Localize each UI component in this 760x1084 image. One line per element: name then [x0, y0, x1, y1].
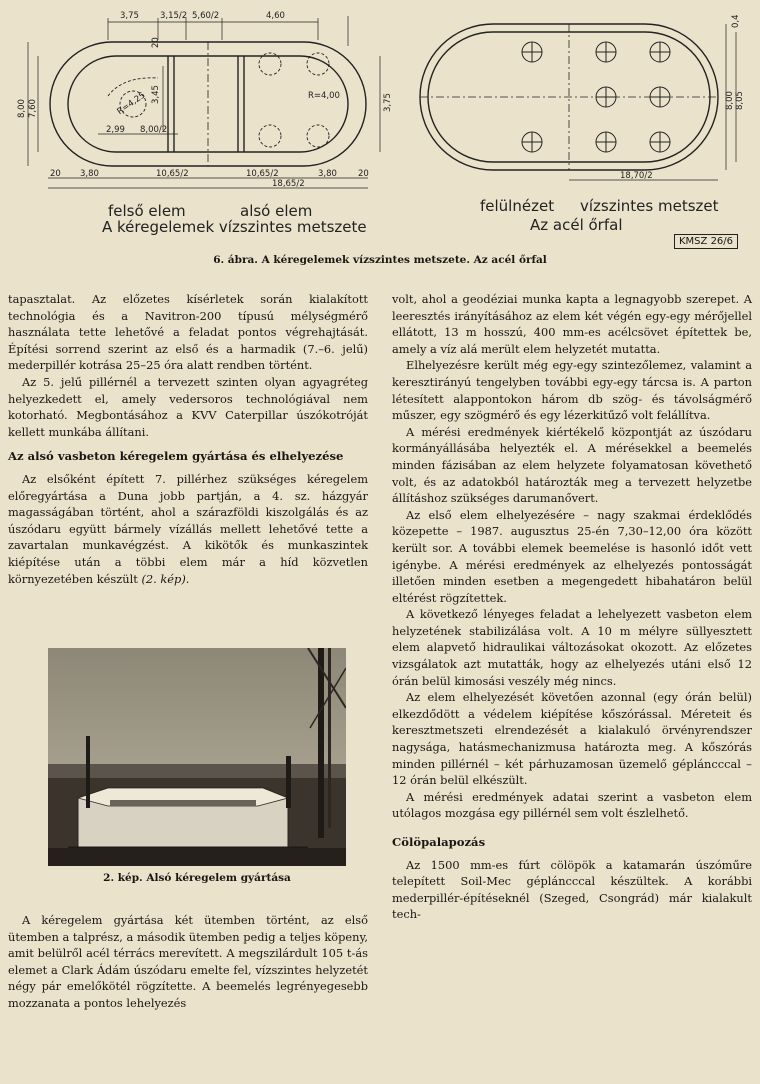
photo-caption: 2. kép. Alsó kéregelem gyártása	[103, 872, 291, 884]
right-paragraph-3: A mérési eredmények kiértékelő központját az úszódaru kormányállásába helyezték el. A mérésekkel a beemelés minden fázisában az elem helyzete folyamatosan követhető volt, és az adatokból határozták meg a tervezett helyzetbe állításhoz szükséges darumanővert.	[392, 424, 752, 506]
left-column	[8, 291, 368, 587]
dim-right-side-b: 8,05	[735, 91, 745, 110]
right-column	[392, 291, 752, 923]
dim-radius-1: R=4,25	[115, 90, 148, 118]
dim-top-3: 5,60/2	[192, 11, 220, 21]
right-paragraph-5: A következő lényeges feladat a lehelyezett vasbeton elem helyzetének stabilizálása volt. A 10 m mélyre süllyesztett elem alapvető hidraulikai változásokat okozott. Az előzetes vizsgálatok azt mutatták, hogy az elhelyezés utáni első 12 órán belül kimosási veszély még nincs.	[392, 607, 752, 688]
dim-mid: 3,45	[151, 85, 161, 104]
section-heading-2: Cölöpalapozás	[392, 835, 486, 849]
label-upper-element: felső elem	[108, 202, 186, 218]
label-top-view: felülnézet	[480, 197, 555, 215]
photo-reference: (2. kép).	[141, 571, 190, 586]
dim-total: 18,65/2	[272, 179, 305, 189]
label-lower-element: alsó elem	[240, 202, 313, 218]
photo-2	[48, 648, 346, 866]
right-paragraph-1: volt, ahol a geodéziai munka kapta a legnagyobb szerepet. A leeresztés irányításához az elem két végén egy-egy mérőjellel ellátott, 13 m hosszú, 400 mm-es acélcsövet építettek be, amely a víz alá merült elem helyzetét mutatta.	[392, 292, 752, 356]
label-right-title: Az acél őrfal	[530, 216, 623, 234]
figure-stamp: KMSZ 26/6	[674, 234, 738, 249]
dim-left-a: 8,00	[17, 99, 27, 118]
right-paragraph-8: Az 1500 mm-es fúrt cölöpök a katamarán úszóműre telepített Soil-Mec gépláncccal készültek. A korábbi mederpillér-építéseknél (Szeged, Csongrád) már kialakult tech-	[392, 857, 752, 922]
figure-caption: 6. ábra. A kéregelemek vízszintes metszete. Az acél őrfal	[213, 254, 547, 266]
dim-bottom-1: 20	[50, 169, 61, 179]
left-column-bottom	[8, 912, 368, 1012]
label-horizontal-section: vízszintes metszet	[580, 197, 719, 215]
dim-bottom-6: 20	[358, 169, 369, 179]
dim-bottom-3: 10,65/2	[156, 169, 189, 179]
right-paragraph-6: Az elem elhelyezését követően azonnal (egy órán belül) elkezdődött a védelem kiépítése kőszórással. Méreteit és keresztmetszeti elrendezését a kialakuló örvényrendszer nagysága, hatásmechanizmusa határozta meg. A kőszórás minden pillérnél – két párhuzamosan üzemelő gépláncccal – 12 órán belül elkészült.	[392, 690, 752, 788]
dim-bottom-5: 3,80	[318, 169, 337, 179]
dim-299: 2,99	[106, 125, 125, 135]
right-paragraph-7: A mérési eredmények adatai szerint a vasbeton elem utólagos mozgása egy pillérnél sem volt észlelhető.	[392, 789, 752, 821]
left-paragraph-3: Az elsőként épített 7. pillérhez szükséges kéregelem előregyártása a Duna jobb partján, a 4. sz. házgyár magasságában történt, ahol a szárazföldi kiszolgálás és az úszódaru együtt bármely vízállás mellett lehetővé tette a zavartalan munkavégzést. A kikötők és munkaszintek kiépítése után a többi elem már a híd közvetlen környezetében készült (2. kép).	[8, 471, 368, 586]
dim-right-side-c: 0,4	[731, 14, 741, 28]
dim-top-1: 3,75	[120, 11, 139, 21]
dim-small: 20	[151, 37, 161, 48]
right-paragraph-2: Elhelyezésre került még egy-egy szintezőlemez, valamint a keresztirányú tengelyben további egy-egy tárcsa is. A parton létesített alappontokon három db szög- és távolságmérő műszer, egy szögmérő és egy lézerkitűző volt felállítva.	[392, 358, 752, 423]
dim-right: 3,75	[383, 93, 393, 112]
dim-bottom-2: 3,80	[80, 169, 99, 179]
dim-800-half: 8,00/2	[140, 125, 168, 135]
dim-radius-2: R=4,00	[308, 91, 340, 101]
dim-bottom-4: 10,65/2	[246, 169, 279, 179]
dim-top-2: 3,15/2	[160, 11, 188, 21]
left-paragraph-2: Az 5. jelű pillérnél a tervezett szinten olyan agyagréteg helyezkedett el, amely vedersoros technológiával nem kotorható. Megbontásához a KVV Caterpillar úszókotróját kellett munkába állítani.	[8, 374, 368, 439]
dim-top-4: 4,60	[266, 11, 285, 21]
left-paragraph-1: tapasztalat. Az előzetes kísérletek során kialakított technológia és a Navitron-200 típusú mélységmérő használata tette lehetővé a feladat pontos végrehajtását. Építési sorrend szerint az első és a harmadik (7.–6. jelű) mederpillér kotrása 25–25 óra alatt rendben történt.	[8, 292, 368, 373]
dim-right-side-a: 8,00	[725, 91, 735, 110]
label-left-title: A kéregelemek vízszintes metszete	[102, 218, 367, 236]
right-paragraph-4: Az első elem elhelyezésére – nagy szakmai érdeklődés közepette – 1987. augusztus 25-én 7,30–12,00 óra között került sor. A további elemek beemelése is hasonló időt vett igénybe. A mérési eredmények az elhelyezés pontosságát illetően minden esetben a megengedett hibahatáron belül eltérést rögzítettek.	[392, 507, 752, 605]
left-paragraph-4: A kéregelem gyártása két ütemben történt, az első ütemben a talprész, a második ütemben pedig a teljes köpeny, amit belülről acél térrács merevített. A megszilárdult 105 t-ás elemet a Clark Ádám úszódaru emelte fel, vízszintes helyzetét négy pár emelőkötél rögzítette. A beemelés legrényegesebb mozzanata a pontos lehelyezés	[8, 913, 368, 1010]
dim-left-b: 7,60	[28, 99, 38, 118]
dim-right-total: 18,70/2	[620, 171, 653, 181]
section-heading-1: Az alsó vasbeton kéregelem gyártása és elhelyezése	[8, 449, 344, 464]
figure-6-drawing	[8, 6, 752, 218]
